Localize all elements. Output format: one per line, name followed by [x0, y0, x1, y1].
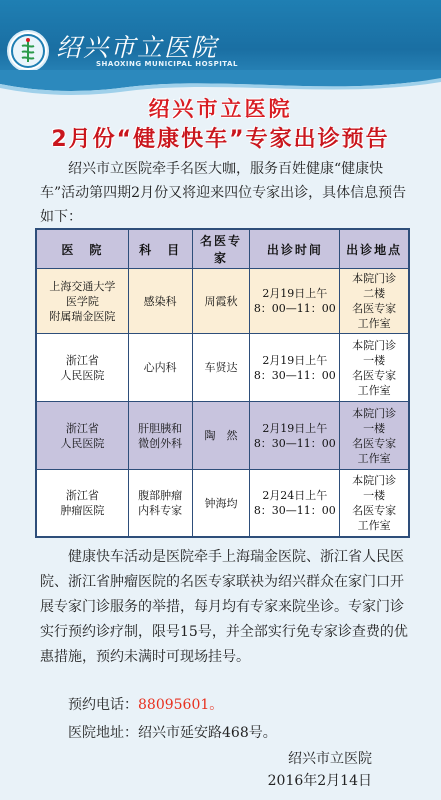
- header-time: 出诊时间: [250, 230, 340, 269]
- cell-hospital-line: 浙江省: [65, 489, 99, 502]
- cell-hospital-line: 肿瘤医院: [60, 504, 105, 517]
- cell-department: [128, 470, 192, 537]
- cell-location-line: 名医专家: [352, 368, 397, 382]
- cell-location-line: 名医专家: [352, 436, 397, 450]
- cell-time: [250, 470, 340, 537]
- cell-location-line: 本院门诊: [352, 474, 397, 487]
- cell-expert: 钟海均: [192, 470, 250, 537]
- cell-location-line: 一楼: [363, 353, 386, 367]
- cell-hospital-line: 上海交通大学: [49, 279, 116, 293]
- cell-department-line: 腹部肿瘤: [138, 489, 183, 502]
- cell-location-line: 工作室: [357, 519, 391, 532]
- address-label: 医院地址：: [68, 725, 138, 741]
- table-header-row: [37, 230, 409, 269]
- cell-location-line: 本院门诊: [352, 406, 397, 420]
- cell-location: [340, 334, 409, 402]
- cell-hospital: [37, 269, 129, 334]
- cell-time-line: 8：30—11：00: [253, 504, 336, 517]
- cell-department-line: 肝胆胰和: [138, 421, 183, 435]
- cell-hospital-line: 附属瑞金医院: [49, 309, 116, 323]
- cell-time: [250, 269, 340, 334]
- hospital-name-cn: 绍兴市立医院: [56, 33, 219, 62]
- cell-time-line: 8：30—11：00: [253, 436, 336, 450]
- expert-schedule-table: [35, 228, 410, 538]
- hospital-name-en: SHAOXING MUNICIPAL HOSPITAL: [96, 60, 238, 68]
- cell-expert: 车贤达: [192, 334, 250, 402]
- table-row: [37, 334, 409, 402]
- cell-department-line: 心内科: [143, 361, 177, 374]
- signature-date: 2016年2月14日: [267, 773, 372, 789]
- cell-location: [340, 470, 409, 537]
- header-hospital: 医 院: [37, 230, 129, 269]
- cell-location-line: 本院门诊: [352, 338, 397, 352]
- phone-label: 预约电话：: [68, 697, 138, 713]
- table-row: [37, 470, 409, 537]
- cell-expert: 周霞秋: [192, 269, 250, 334]
- cell-location-line: 本院门诊: [352, 272, 397, 285]
- page-title-notice: 2月份“健康快车”专家出诊预告: [51, 127, 390, 152]
- cell-location-line: 一楼: [363, 421, 386, 435]
- cell-location-line: 工作室: [357, 383, 391, 397]
- cell-time-line: 8：30—11：00: [253, 368, 336, 382]
- cell-time-line: 8：00—11：00: [253, 302, 336, 315]
- cell-time-line: 2月24日上午: [262, 489, 328, 502]
- header-expert: 名医专家: [192, 230, 250, 269]
- cell-location: [340, 402, 409, 470]
- cell-location: [340, 269, 409, 334]
- activity-description: 健康快车活动是医院牵手上海瑞金医院、浙江省人民医院、浙江省肿瘤医院的名医专家联袂为绍兴群众在家门口开展专家门诊服务的举措，每月均有专家来院坐诊。专家门诊实行预约诊疗制，限号15号，并全部实行免专家诊查费的优惠措施，预约未满时可现场挂号。: [40, 549, 408, 665]
- cell-hospital: [37, 334, 129, 402]
- table-row: [37, 402, 409, 470]
- cell-location-line: 二楼: [363, 287, 386, 300]
- hospital-logo-icon: [7, 30, 49, 72]
- phone-number: 88095601。: [138, 697, 224, 713]
- page-title-hospital: 绍兴市立医院: [148, 97, 293, 121]
- cell-location-line: 工作室: [357, 317, 391, 330]
- cell-time-line: 2月19日上午: [262, 421, 328, 435]
- cell-department: [128, 402, 192, 470]
- phone-line: [68, 694, 223, 714]
- cell-department-line: 微创外科: [138, 436, 183, 450]
- table-row: [37, 269, 409, 334]
- cell-location-line: 一楼: [363, 489, 386, 502]
- cell-hospital-line: 人民医院: [60, 368, 105, 382]
- cell-location-line: 工作室: [357, 451, 391, 465]
- address-line: [68, 722, 277, 742]
- cell-time-line: 2月19日上午: [262, 287, 328, 300]
- cell-expert: 陶 然: [192, 402, 250, 470]
- cell-department: [128, 269, 192, 334]
- cell-hospital-line: 人民医院: [60, 436, 105, 450]
- header-department: 科 目: [128, 230, 192, 269]
- signature-org: 绍兴市立医院: [288, 751, 372, 767]
- cell-hospital: [37, 402, 129, 470]
- intro-paragraph: 绍兴市立医院牵手名医大咖，服务百姓健康“健康快车”活动第四期2月份又将迎来四位专家出诊，具体信息预告如下：: [40, 161, 407, 225]
- address-value: 绍兴市延安路468号。: [138, 725, 277, 741]
- cell-time: [250, 402, 340, 470]
- cell-department-line: 感染科: [143, 294, 177, 308]
- cell-hospital-line: 医学院: [65, 294, 99, 308]
- cell-time: [250, 334, 340, 402]
- cell-hospital-line: 浙江省: [65, 421, 99, 435]
- cell-department: [128, 334, 192, 402]
- cell-location-line: 名医专家: [352, 302, 397, 315]
- cell-department-line: 内科专家: [138, 504, 183, 517]
- cell-location-line: 名医专家: [352, 504, 397, 517]
- cell-hospital-line: 浙江省: [65, 353, 99, 367]
- cell-time-line: 2月19日上午: [262, 353, 328, 367]
- header-location: 出诊地点: [340, 230, 409, 269]
- cell-hospital: [37, 470, 129, 537]
